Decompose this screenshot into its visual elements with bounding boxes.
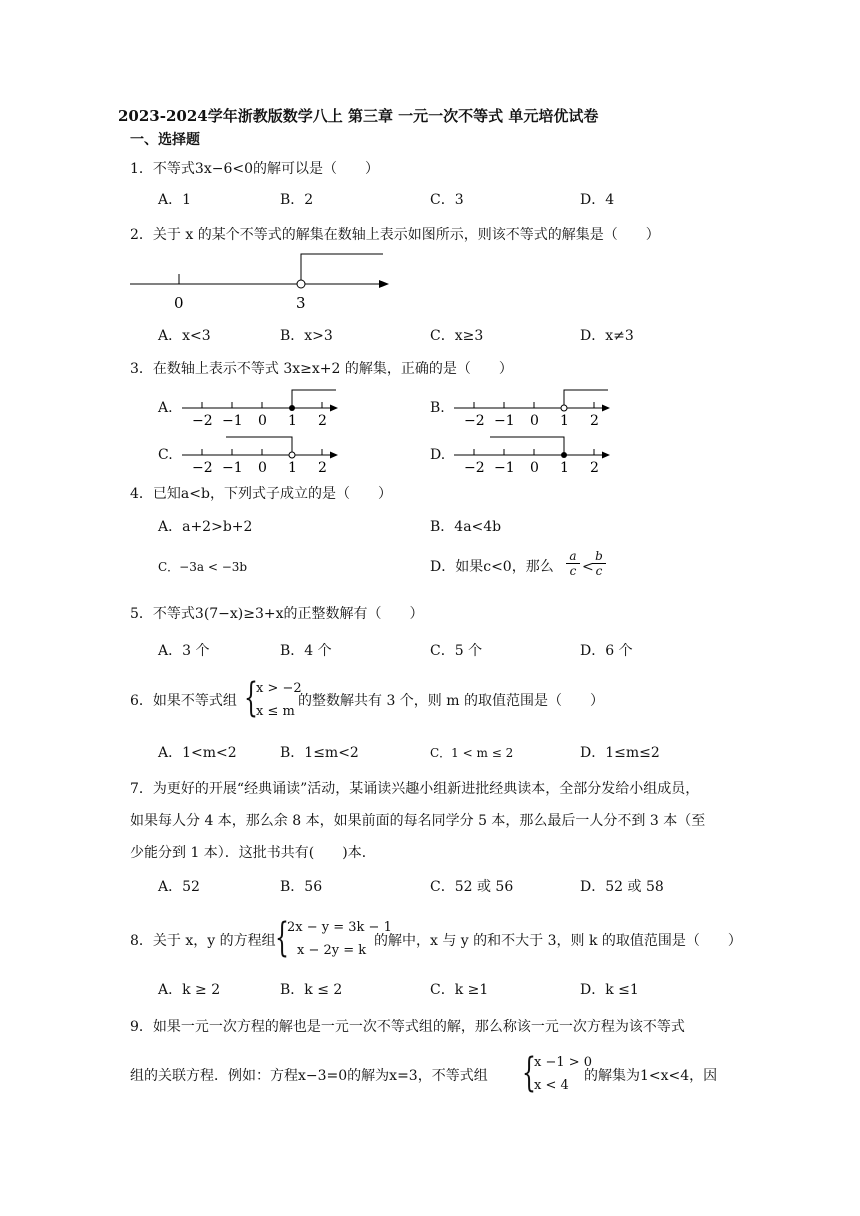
tick-label: 1 (288, 460, 297, 476)
question-8-stem-pre: 8．关于 x，y 的方程组 (130, 933, 276, 949)
tick-label: −1 (222, 413, 243, 429)
system-brace: { (275, 915, 289, 961)
q7-option-b: B．56 (280, 879, 323, 895)
tick-label: 2 (318, 460, 327, 476)
question-7-line-3: 少能分到 1 本）．这批书共有( )本． (130, 845, 376, 861)
q2-option-b: B．x>3 (280, 328, 333, 344)
q8-option-d: D．k ≤1 (580, 982, 639, 998)
q2-axis-label-3: 3 (296, 294, 306, 312)
tick-label: −2 (192, 413, 213, 429)
section-heading: 一、选择题 (130, 132, 200, 148)
q1-option-b: B．2 (280, 192, 314, 208)
q3-option-c-number-line (178, 433, 348, 477)
q6-option-d: D．1≤m≤2 (580, 745, 660, 761)
q8-system-line-1: 2x − y = 3k − 1 (287, 920, 392, 935)
question-5-stem: 5．不等式3(7−x)≥3+x的正整数解有（ ） (130, 606, 424, 622)
q4-option-a: A．a+2>b+2 (158, 519, 253, 535)
q7-option-c: C．52 或 56 (430, 879, 514, 895)
tick-label: 0 (530, 413, 539, 429)
numerator: a (569, 549, 577, 563)
q5-option-d: D．6 个 (580, 643, 633, 659)
q4-option-d-text: D．如果c<0，那么 (430, 559, 554, 575)
question-4-stem: 4．已知a<b，下列式子成立的是（ ） (130, 486, 392, 502)
q6-system-line-2: x ≤ m (256, 704, 295, 719)
question-3-stem: 3．在数轴上表示不等式 3x≥x+2 的解集，正确的是（ ） (130, 361, 513, 377)
q3-option-b-number-line (450, 386, 620, 430)
q2-axis-label-0: 0 (174, 294, 184, 312)
tick-label: 0 (530, 460, 539, 476)
q6-option-c: C．1 < m ≤ 2 (430, 746, 514, 760)
q2-number-line (125, 248, 400, 316)
q8-option-a: A．k ≥ 2 (158, 982, 221, 998)
q4-option-c: C．−3a < −3b (158, 560, 248, 574)
q9-system-line-1: x −1 > 0 (534, 1055, 593, 1070)
tick-label: −1 (494, 413, 515, 429)
tick-label: −2 (464, 413, 485, 429)
denominator: c (566, 563, 580, 578)
tick-label: 0 (258, 460, 267, 476)
tick-label: 2 (590, 413, 599, 429)
less-than-sign: < (582, 559, 594, 575)
q3-option-d-label: D. (430, 447, 446, 463)
q5-option-a: A．3 个 (158, 643, 210, 659)
tick-label: 1 (288, 413, 297, 429)
tick-label: −1 (222, 460, 243, 476)
q2-option-c: C．x≥3 (430, 328, 484, 344)
tick-label: −1 (494, 460, 515, 476)
question-9-line-1: 9．如果一元一次方程的解也是一元一次不等式组的解，那么称该一元一次方程为该不等式 (130, 1019, 685, 1035)
question-7-line-1: 7．为更好的开展“经典诵读”活动，某诵读兴趣小组新进批经典读本，全部分发给小组成员， (130, 781, 700, 797)
q3-option-a-label: A. (158, 400, 173, 416)
system-brace: { (244, 675, 258, 721)
q7-option-a: A．52 (158, 879, 200, 895)
q3-option-c-label: C. (158, 447, 173, 463)
q6-system-line-1: x > −2 (256, 681, 302, 696)
tick-label: −2 (192, 460, 213, 476)
q3-option-d-number-line (450, 433, 620, 477)
q8-option-c: C．k ≥1 (430, 982, 489, 998)
q2-option-d: D．x≠3 (580, 328, 634, 344)
q4-fraction-a-over-c (566, 549, 580, 578)
document-title: 2023-2024学年浙教版数学八上 第三章 一元一次不等式 单元培优试卷 (118, 107, 599, 125)
q8-system-line-2: x − 2y = k (297, 943, 367, 958)
question-8-stem-post: 的解中，x 与 y 的和不大于 3，则 k 的取值范围是（ ） (374, 933, 742, 949)
q6-option-b: B．1≤m<2 (280, 745, 359, 761)
q1-option-c: C．3 (430, 192, 464, 208)
tick-label: −2 (464, 460, 485, 476)
q5-option-c: C．5 个 (430, 643, 483, 659)
q2-option-a: A．x<3 (158, 328, 211, 344)
system-brace: { (522, 1050, 536, 1096)
q3-option-b-label: B. (430, 400, 445, 416)
numerator: b (595, 549, 603, 563)
q4-option-b: B．4a<4b (430, 519, 502, 535)
q9-system-line-2: x < 4 (534, 1078, 569, 1093)
q6-option-a: A．1<m<2 (158, 745, 237, 761)
question-7-line-2: 如果每人分 4 本，那么余 8 本，如果前面的每名同学分 5 本，那么最后一人分不到 3 本（至 (130, 813, 706, 829)
q4-fraction-b-over-c (592, 549, 606, 578)
question-1-stem: 1．不等式3x−6<0的解可以是（ ） (130, 161, 379, 177)
q8-option-b: B．k ≤ 2 (280, 982, 343, 998)
q1-option-d: D．4 (580, 192, 615, 208)
question-9-line-2-pre: 组的关联方程．例如：方程x−3=0的解为x=3，不等式组 (130, 1068, 488, 1084)
q5-option-b: B．4 个 (280, 643, 332, 659)
tick-label: 1 (560, 413, 569, 429)
question-6-stem-pre: 6．如果不等式组 (130, 693, 237, 709)
tick-label: 0 (258, 413, 267, 429)
tick-label: 2 (590, 460, 599, 476)
question-2-stem: 2．关于 x 的某个不等式的解集在数轴上表示如图所示，则该不等式的解集是（ ） (130, 227, 660, 243)
q7-option-d: D．52 或 58 (580, 879, 664, 895)
denominator: c (592, 563, 606, 578)
question-9-line-2-post: 的解集为1<x<4，因 (584, 1068, 718, 1084)
question-6-stem-post: 的整数解共有 3 个，则 m 的取值范围是（ ） (298, 693, 604, 709)
tick-label: 1 (560, 460, 569, 476)
q3-option-a-number-line (178, 386, 348, 430)
tick-label: 2 (318, 413, 327, 429)
q1-option-a: A．1 (158, 192, 192, 208)
